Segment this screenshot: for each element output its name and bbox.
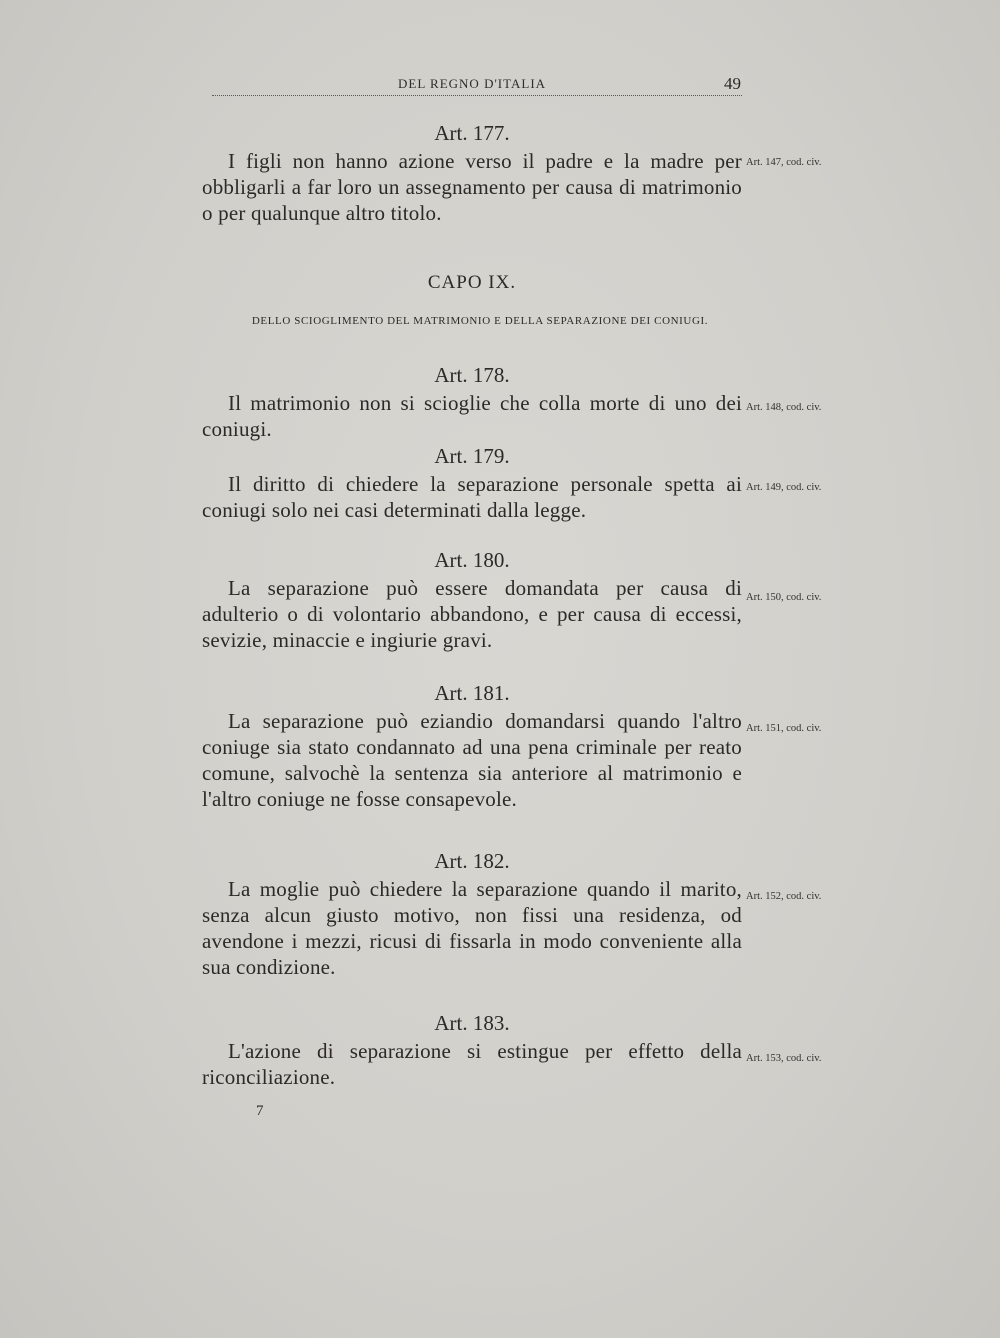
article-heading: Art. 178. [434, 363, 510, 387]
chapter-subtitle: DELLO SCIOGLIMENTO DEL MATRIMONIO E DELLA SEPARAZIONE DEI CONIUGI. [251, 315, 709, 327]
article-178 [202, 360, 742, 442]
margin-note: Art. 150, cod. civ. [746, 592, 822, 603]
article-heading: Art. 181. [434, 681, 510, 705]
header-rule [212, 95, 742, 96]
article-heading: Art. 179. [434, 444, 510, 468]
article-text: La separazione può eziandio domandarsi quando l'altro coniuge sia stato condannato ad una pena criminale per reato comune, salvochè la sentenza sia anteriore al matrimonio e l'altro coniuge ne fosse consapevole. [202, 709, 742, 811]
article-182 [202, 846, 742, 980]
article-179 [202, 441, 742, 523]
article-180 [202, 545, 742, 653]
article-183 [202, 1008, 742, 1090]
article-text: L'azione di separazione si estingue per effetto della riconciliazione. [202, 1039, 742, 1089]
article-heading: Art. 177. [434, 121, 510, 145]
article-181 [202, 678, 742, 812]
margin-note: Art. 153, cod. civ. [746, 1053, 822, 1064]
margin-note: Art. 149, cod. civ. [746, 482, 822, 493]
margin-note: Art. 151, cod. civ. [746, 723, 822, 734]
page-number: 49 [724, 74, 741, 93]
article-177 [202, 118, 742, 226]
signature-mark: 7 [256, 1103, 264, 1119]
article-text: I figli non hanno azione verso il padre e la madre per obbligarli a far loro un assegnamento per causa di matrimonio o per qualunque altro titolo. [202, 149, 742, 225]
article-heading: Art. 180. [434, 548, 510, 572]
margin-note: Art. 147, cod. civ. [746, 157, 822, 168]
margin-note: Art. 148, cod. civ. [746, 402, 822, 413]
article-heading: Art. 183. [434, 1011, 510, 1035]
margin-note: Art. 152, cod. civ. [746, 891, 822, 902]
article-text: La moglie può chiedere la separazione quando il marito, senza alcun giusto motivo, non fissi una residenza, od avendone i mezzi, ricusi di fissarla in modo conveniente alla sua condizione. [202, 877, 742, 979]
article-text: Il diritto di chiedere la separazione personale spetta ai coniugi solo nei casi determinati dalla legge. [202, 472, 742, 522]
running-head: DEL REGNO D'ITALIA [398, 76, 547, 91]
article-text: Il matrimonio non si scioglie che colla morte di uno dei coniugi. [202, 391, 742, 441]
article-text: La separazione può essere domandata per causa di adulterio o di volontario abbandono, e per causa di eccessi, sevizie, minaccie e ingiurie gravi. [202, 576, 742, 652]
article-heading: Art. 182. [434, 849, 510, 873]
chapter-title: CAPO IX. [427, 272, 517, 293]
